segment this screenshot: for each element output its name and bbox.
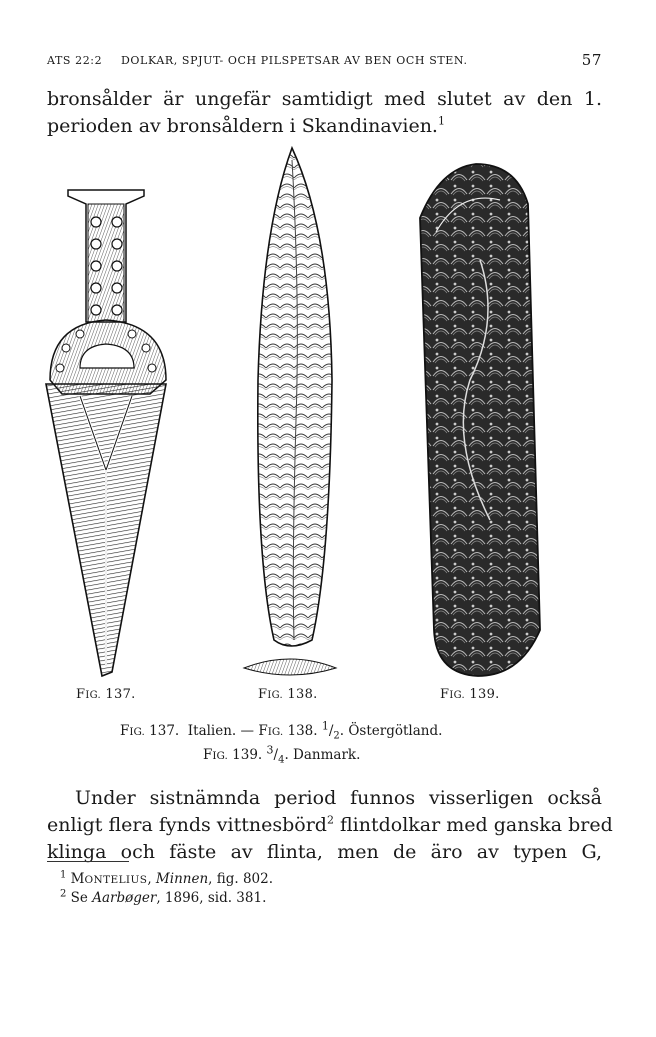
footnote-rule: [47, 861, 129, 862]
body-line-1: Under sistnämnda period funnos visserligen också: [75, 787, 602, 809]
footnote-1-author-sc: ONTELIUS: [84, 874, 148, 886]
body-paragraph: [47, 785, 613, 866]
fig138-number: 138.: [283, 687, 318, 702]
fig137-smallcaps: IG.: [85, 690, 101, 701]
footnote-ref-1: 1: [437, 114, 445, 128]
flint-axe-drawing: [420, 164, 540, 676]
journal-reference: ATS 22:2: [47, 54, 103, 67]
footnote-1: [60, 870, 273, 890]
body-line-3: klinga och fäste av flinta, men de äro av typen G,: [47, 841, 602, 863]
bronze-dagger-drawing: [46, 190, 166, 676]
body-line-2-b: flintdolkar med ganska bred: [333, 814, 613, 836]
footnote-1-author-first: M: [70, 871, 85, 887]
cap1-b-prefix: F: [258, 723, 268, 739]
cap1-fraction-den: 2: [333, 730, 340, 742]
figure-caption: [120, 719, 540, 769]
cap2-rest: 139.: [227, 746, 267, 763]
figure-label-139: [440, 687, 500, 702]
cap2-fraction-den: 4: [278, 754, 285, 766]
figure-label-137: [76, 687, 136, 702]
figure-label-138: [258, 687, 318, 702]
footnote-2: [60, 889, 266, 908]
footnote-ref-2: 2: [326, 813, 334, 827]
fig138-prefix: F: [258, 687, 268, 702]
fig139-number: 139.: [465, 687, 500, 702]
running-title: DOLKAR, SPJUT- OCH PILSPETSAR AV BEN OCH STEN.: [121, 54, 468, 67]
fig137-number: 137.: [101, 687, 136, 702]
footnote-2-rest: , 1896, sid. 381.: [156, 890, 267, 906]
cap2-end: . Danmark.: [284, 746, 361, 763]
footnote-1-sep: ,: [147, 871, 156, 887]
fig139-prefix: F: [440, 687, 450, 702]
top-paragraph-line-2-text: perioden av bronsåldern i Skandinavien.: [47, 115, 438, 137]
caption-line-1: FIG. 137. Italien. — FIG. 138. $^1/_2$. Östergötland.: [120, 719, 443, 742]
body-line-2-a: enligt flera fynds vittnesbörd: [47, 814, 327, 836]
cap2-fraction-num: 3: [266, 743, 274, 757]
footnote-1-rest: , fig. 802.: [208, 871, 274, 887]
footnote-2-title: Aarbøger: [92, 890, 157, 906]
caption-line-2: FIG. 139. $^3/_4$. Danmark.: [203, 743, 361, 766]
top-paragraph: [47, 86, 602, 140]
cap1-a-sc: IG.: [129, 726, 145, 738]
footnote-2-number: 2: [60, 888, 67, 900]
cap1-a-prefix: F: [120, 723, 130, 739]
footnote-1-title: Minnen: [155, 871, 209, 887]
top-paragraph-line-2: [47, 113, 602, 140]
fig137-prefix: F: [76, 687, 86, 702]
cap1-a-rest: 137. Italien. —: [144, 723, 259, 739]
footnote-1-number: 1: [60, 869, 67, 881]
cap1-fraction-num: 1: [321, 719, 329, 733]
flint-blade-drawing: [244, 148, 336, 675]
cap1-b-sc: IG.: [267, 726, 284, 738]
page-number: 57: [581, 51, 602, 69]
top-paragraph-line-1: bronsålder är ungefär samtidigt med slutet av den 1.: [47, 88, 602, 110]
footnote-2-pre: Se: [70, 890, 93, 906]
figures-illustration: [0, 140, 656, 685]
cap1-end: . Östergötland.: [339, 723, 443, 739]
fig139-smallcaps: IG.: [449, 690, 465, 701]
cap1-b-rest: 138.: [283, 723, 322, 739]
fig138-smallcaps: IG.: [267, 690, 283, 701]
cap2-sc: IG.: [212, 749, 228, 762]
body-line-2: [47, 812, 613, 839]
cap2-prefix: F: [203, 746, 213, 763]
